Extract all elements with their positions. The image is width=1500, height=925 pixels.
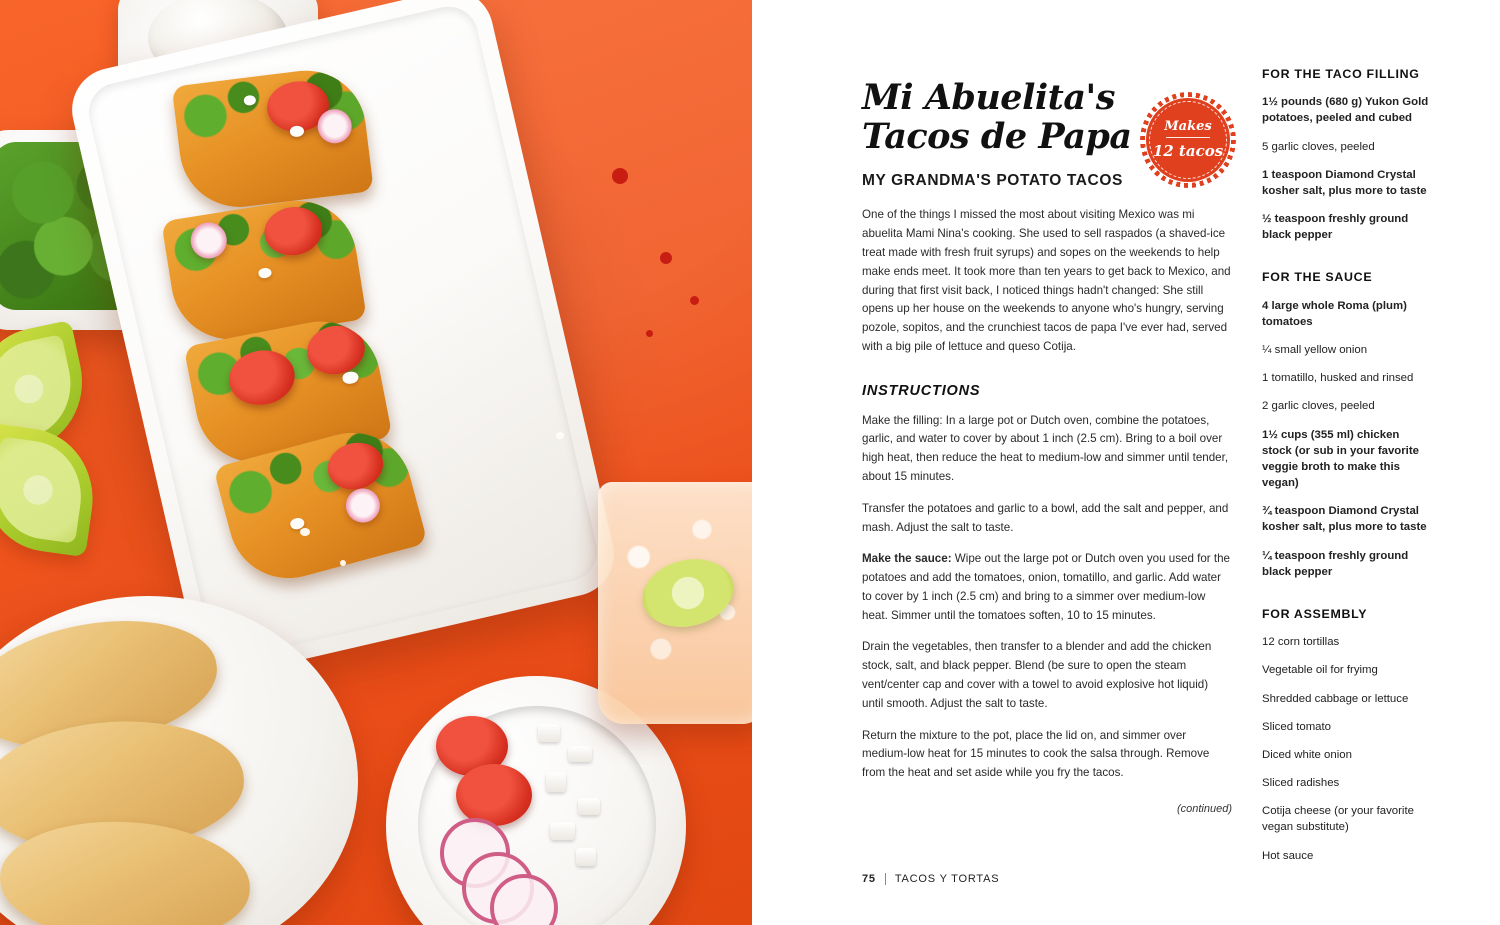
continued-note: (continued) <box>1176 802 1232 815</box>
page-number: 75 <box>862 873 876 885</box>
yield-badge <box>1140 92 1236 188</box>
ingredient-item: Hot sauce <box>1262 849 1314 862</box>
recipe-text-page <box>752 0 1500 925</box>
ingredient-item: 1½ cups (355 ml) chicken stock (or sub in your favorite veggie broth to make this vegan) <box>1262 428 1419 490</box>
cotija-crumb <box>289 125 304 138</box>
cotija-crumb <box>258 267 272 279</box>
tomato-slice <box>322 437 388 496</box>
cotija-crumb <box>342 370 360 385</box>
diced-onion <box>568 746 592 762</box>
badge-line-1: Makes <box>1164 119 1212 134</box>
tomato-slice <box>264 78 332 135</box>
recipe-subtitle: MY GRANDMA'S POTATO TACOS <box>862 172 1123 190</box>
tomato-slice <box>456 764 532 826</box>
diced-onion <box>546 772 566 792</box>
cotija-crumb <box>243 95 256 106</box>
ingredient-item: 12 corn tortillas <box>1262 636 1340 649</box>
page-columns <box>862 56 1466 895</box>
ingredient-item: Shredded cabbage or lettuce <box>1262 692 1409 705</box>
taco-slaw <box>184 311 389 423</box>
instruction-step <box>862 638 1232 713</box>
cheese-crumb <box>556 432 564 439</box>
ingredients-column <box>1262 56 1430 895</box>
ingredient-item: 5 garlic cloves, peeled <box>1262 140 1375 153</box>
radish-slice <box>342 485 384 527</box>
ingredient-item: 1½ pounds (680 g) Yukon Gold potatoes, peeled and cubed <box>1262 96 1429 125</box>
step-text: Drain the vegetables, then transfer to a blender and add the chicken stock, salt, and black pepper. Blend (be sure to open the steam vent/center cap and cover with a towel to avoid explosive hot liquid) until smooth. Adjust the salt to taste. <box>862 640 1212 710</box>
diced-onion <box>576 848 596 866</box>
ingredient-item: 2 garlic cloves, peeled <box>1262 400 1375 413</box>
cheese-crumb <box>340 560 346 566</box>
hot-sauce-drip <box>690 296 699 305</box>
main-column <box>862 56 1232 895</box>
step-text: Return the mixture to the pot, place the lid on, and simmer over medium-low heat for 15 minutes to cook the salsa through. Remove from the heat and set aside while you fry the tacos. <box>862 728 1210 780</box>
taco <box>172 64 374 214</box>
instruction-step <box>862 412 1232 487</box>
ingredient-group-heading: FOR THE SAUCE <box>1262 270 1373 285</box>
page-folio <box>862 873 1466 885</box>
cheese-crumb <box>404 62 411 68</box>
badge-divider <box>1166 137 1210 138</box>
badge-line-2: 12 tacos <box>1152 142 1224 161</box>
ingredient-item: Diced white onion <box>1262 748 1352 761</box>
instructions-heading: INSTRUCTIONS <box>862 382 981 399</box>
radish-slice <box>188 220 229 261</box>
taco <box>184 311 393 473</box>
ingredient-item: Cotija cheese (or your favorite vegan substitute) <box>1262 805 1414 834</box>
diced-onion <box>538 724 560 742</box>
tomato-slice <box>261 203 326 259</box>
ingredient-item: Sliced radishes <box>1262 777 1340 790</box>
ingredient-item: 1 teaspoon Diamond Crystal kosher salt, plus more to taste <box>1262 168 1427 197</box>
diced-onion <box>550 822 575 840</box>
running-head: TACOS Y TORTAS <box>894 873 1000 885</box>
instruction-step <box>862 550 1232 625</box>
taco-slaw <box>161 192 365 297</box>
badge-text <box>1140 92 1236 188</box>
ingredient-item: ¾ teaspoon Diamond Crystal kosher salt, plus more to taste <box>1262 505 1427 534</box>
instruction-step <box>862 500 1232 538</box>
ingredient-item: Sliced tomato <box>1262 720 1332 733</box>
step-lead: Make the sauce: <box>862 552 952 566</box>
cheese-crumb <box>300 528 310 536</box>
taco <box>161 192 367 348</box>
taco-slaw <box>172 64 374 163</box>
step-text: Make the filling: In a large pot or Dutch oven, combine the potatoes, garlic, and water to cover by about 1 inch (2.5 cm). Bring to a boil over high heat, then reduce the heat to medium-low and simmer until tender, about 15 minutes. <box>862 413 1229 483</box>
step-text: Wipe out the large pot or Dutch oven you used for the potatoes and add the tomatoes, onion, tomatillo, and garlic. Add water to cover by 1 inch (2.5 cm) and bring to a simmer over medium-low heat. Simmer until the tomatoes soften, 10 to 15 minutes. <box>862 552 1230 622</box>
taco <box>213 419 428 591</box>
drink-glass <box>598 482 752 724</box>
hot-sauce-drip <box>646 330 653 337</box>
taco-slaw <box>213 419 420 543</box>
ingredient-group-heading: FOR THE TACO FILLING <box>1262 67 1420 81</box>
instruction-step <box>862 727 1232 783</box>
tomato-slice <box>303 321 369 379</box>
ingredient-item: 1 tomatillo, husked and rinsed <box>1262 372 1414 385</box>
radish-slice <box>316 107 354 145</box>
ingredient-group-heading: FOR ASSEMBLY <box>1262 607 1368 621</box>
step-text: Transfer the potatoes and garlic to a bowl, add the salt and pepper, and mash. Adjust the salt to taste. <box>862 501 1229 534</box>
diced-onion <box>578 798 600 815</box>
ingredient-item: ¼ small yellow onion <box>1262 343 1368 356</box>
hot-sauce-drip <box>612 168 628 184</box>
folio-divider <box>885 873 886 885</box>
lime-flesh <box>0 436 88 543</box>
recipe-title: Mi Abuelita's Tacos de Papa <box>862 77 1132 158</box>
ingredient-item: ¼ teaspoon freshly ground black pepper <box>1262 549 1409 578</box>
ingredient-item: Vegetable oil for fryimg <box>1262 664 1378 677</box>
tomato-slice <box>224 345 299 411</box>
ingredient-item: 4 large whole Roma (plum) tomatoes <box>1262 299 1407 328</box>
hot-sauce-drip <box>660 252 672 264</box>
recipe-headnote: One of the things I missed the most about visiting Mexico was mi abuelita Mami Nina's cooking. She used to sell raspados (a shaved-ice treat made with fresh fruit syrups) and sopes on the weekends to help make ends meet. It took more than ten years to get back to Mexico, and during that first visit back, I noticed things hadn't changed: She still opens up her house on the weekends to anyone who's hungry, serving pozole, sopitos, and the crunchiest tacos de papa I've ever had, served with a big pile of lettuce and queso Cotija. <box>862 208 1231 353</box>
cheese-crumb <box>452 30 461 38</box>
ingredient-item: ½ teaspoon freshly ground black pepper <box>1262 213 1409 242</box>
